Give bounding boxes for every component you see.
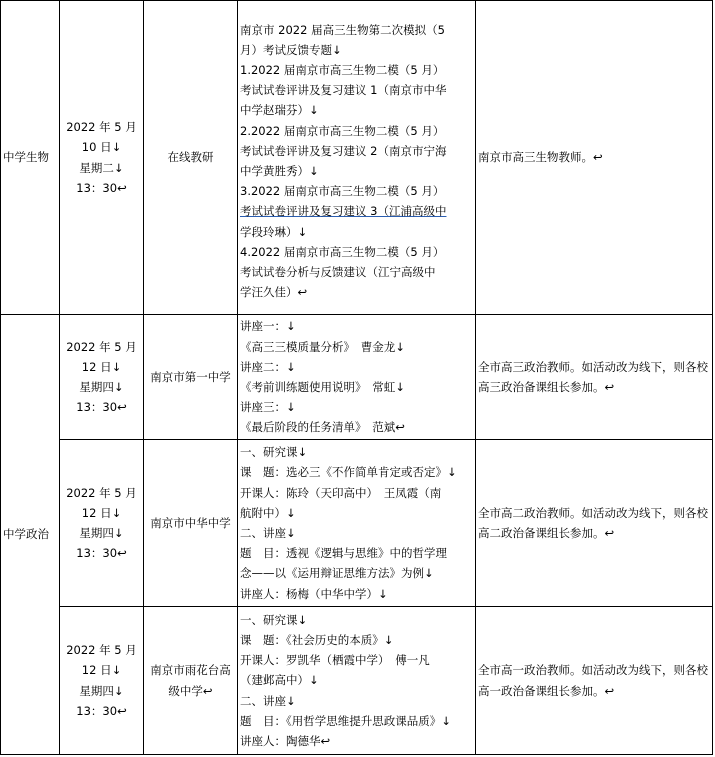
venue-cell: 南京市第一中学 <box>144 315 238 440</box>
date-cell: 2022 年 5 月 12 日↓ 星期四↓ 13：30↩ <box>60 440 144 607</box>
date-cell: 2022 年 5 月 12 日↓ 星期四↓ 13：30↩ <box>60 315 144 440</box>
date-cell: 2022 年 5 月 12 日↓ 星期四↓ 13：30↩ <box>60 607 144 755</box>
content-cell: 一、研究课↓ 课 题：《社会历史的本质》↓ 开课人：罗凯华（栖霞中学） 傅一凡 （建邺高中）↓ 二、讲座↓ 题 目：《用哲学思维提升思政课品质》↓ 讲座人：陶德华↩ <box>238 607 476 755</box>
table-row <box>1 607 713 755</box>
table-row <box>1 315 713 440</box>
content-cell: 一、研究课↓ 课 题：选必三《不作简单肯定或否定》↓ 开课人：陈玲（天印高中） 王凤霞（南 航附中）↓ 二、讲座↓ 题 目：透视《逻辑与思维》中的哲学理 念——以《运用辩证思维方法》为例↓ 讲座人：杨梅（中华中学）↓ <box>238 440 476 607</box>
content-cell: 讲座一：↓ 《高三三模质量分析》 曹金龙↓ 讲座二：↓ 《考前训练题使用说明》 常虹↓ 讲座三：↓ 《最后阶段的任务清单》 范斌↩ <box>238 315 476 440</box>
audience-cell: 全市高一政治教师。如活动改为线下，则各校高一政治备课组长参加。↩ <box>476 607 713 755</box>
table-row <box>1 1 713 315</box>
subject-cell: 中学生物 <box>1 1 60 315</box>
subject-cell: 中学政治 <box>1 315 60 755</box>
venue-cell: 南京市中华中学 <box>144 440 238 607</box>
date-cell: 2022 年 5 月 10 日↓ 星期二↓ 13：30↩ <box>60 1 144 315</box>
audience-cell: 全市高二政治教师。如活动改为线下，则各校高二政治备课组长参加。↩ <box>476 440 713 607</box>
content-cell: 南京市 2022 届高三生物第二次模拟（5 月）考试反馈专题↓ 1.2022 届南京市高三生物二模（5 月） 考试试卷评讲及复习建议 1（南京市中华 中学赵瑞芬）↓ 2.2022 届南京市高三生物二模（5 月） 考试试卷评讲及复习建议 2（南京市宁海 中学黄胜秀）↓ 3.2022 届南京市高三生物二模（5 月） 考试试卷评讲及复习建议 3（江浦高级中 学段玲琳）↓ 4.2022 届南京市高三生物二模（5 月） 考试试卷分析与反馈建议（江宁高级中 学汪久佳）↩ <box>238 1 476 315</box>
audience-cell: 南京市高三生物教师。↩ <box>476 1 713 315</box>
venue-cell: 南京市雨花台高级中学↩ <box>144 607 238 755</box>
venue-cell: 在线教研 <box>144 1 238 315</box>
audience-cell: 全市高三政治教师。如活动改为线下，则各校高三政治备课组长参加。↩ <box>476 315 713 440</box>
table-row <box>1 440 713 607</box>
